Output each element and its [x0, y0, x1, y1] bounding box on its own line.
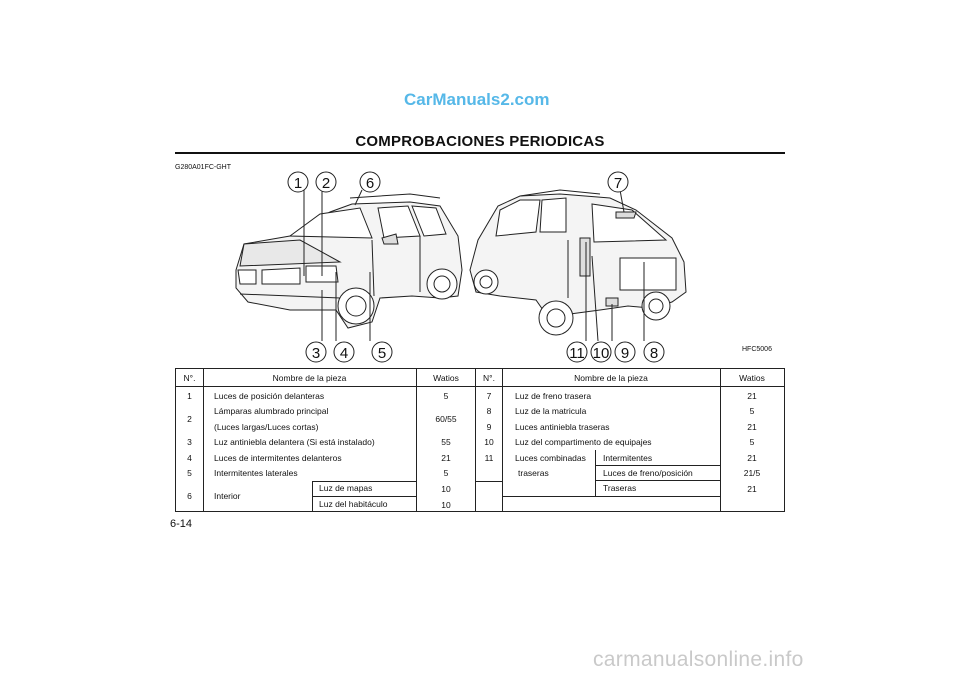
figure-code-left: G280A01FC-GHT: [175, 164, 232, 171]
front-view-car: [236, 194, 462, 328]
header-watts: Watios: [739, 373, 765, 383]
row-name: Luces de intermitentes delanteros: [214, 453, 342, 463]
bulb-table-right: [476, 368, 785, 512]
header-watts: Watios: [433, 373, 459, 383]
sub-row-divider: [595, 465, 720, 466]
header-name: Nombre de la pieza: [272, 373, 347, 383]
sub-row-divider: [595, 480, 720, 481]
sub-row-divider: [312, 496, 416, 497]
row-subname: Traseras: [603, 483, 637, 493]
row-num: 3: [187, 437, 192, 447]
header-divider: [476, 386, 784, 387]
row-name: Luz de freno trasera: [515, 391, 592, 401]
figure-code-right: HFC5006: [742, 346, 772, 353]
watermark-bottom: carmanualsonline.info: [593, 648, 804, 671]
row-watts: 10: [441, 500, 451, 510]
row-subname: Luz de mapas: [319, 483, 373, 493]
row-num: 11: [484, 453, 494, 463]
section-title: COMPROBACIONES PERIODICAS: [355, 133, 605, 150]
row-num: 9: [486, 422, 492, 432]
callout-11: 11: [569, 345, 585, 362]
bulb-table-left: [175, 368, 476, 512]
column-divider: [203, 369, 204, 511]
row-num: 7: [486, 391, 492, 401]
row-watts: 21: [747, 391, 757, 401]
callout-5: 5: [377, 345, 387, 362]
row-num: 2: [187, 414, 192, 424]
row-subname: Luces de freno/posición: [603, 468, 693, 478]
row-subname: Intermitentes: [603, 453, 653, 463]
row-watts: 21: [441, 453, 451, 463]
header-name: Nombre de la pieza: [574, 373, 648, 383]
row-num: 5: [187, 468, 192, 478]
callout-7: 7: [613, 175, 623, 192]
row-watts: 21: [747, 453, 757, 463]
callout-10: 10: [592, 345, 610, 362]
row-subname: Luz del habitáculo: [319, 499, 388, 509]
row-watts: 60/55: [435, 414, 457, 424]
callout-2: 2: [321, 175, 331, 192]
callout-6: 6: [365, 175, 375, 192]
callout-9: 9: [620, 345, 630, 362]
callout-8: 8: [649, 345, 659, 362]
header-divider: [176, 386, 475, 387]
row-name: Luz de la matricula: [515, 406, 587, 416]
row-watts: 10: [441, 484, 451, 494]
callout-4: 4: [339, 345, 349, 362]
row-name: Luces de posición delanteras: [214, 391, 325, 401]
callout-3: 3: [311, 345, 321, 362]
row-divider: [502, 496, 720, 497]
row-name: Luces combinadas: [515, 453, 586, 463]
row-num: 8: [486, 406, 492, 416]
rear-view-car: [470, 190, 686, 335]
header-num: N°.: [483, 373, 495, 383]
watermark-top: CarManuals2.com: [404, 90, 550, 109]
row-num: 6: [187, 491, 192, 501]
row-num: 4: [187, 453, 192, 463]
row-name: Luces antiniebla traseras: [515, 422, 610, 432]
row-watts: 55: [441, 437, 451, 447]
page-number: 6-14: [170, 518, 193, 530]
row-divider: [476, 481, 502, 482]
sub-row-divider: [312, 481, 416, 482]
row-name-line2: (Luces largas/Luces cortas): [214, 422, 319, 432]
row-num: 1: [187, 391, 192, 401]
callout-1: 1: [293, 175, 303, 192]
row-watts: 21: [747, 422, 757, 432]
row-name: Luz del compartimento de equipajes: [515, 437, 652, 447]
row-watts: 5: [749, 437, 755, 447]
row-name: Intermitentes laterales: [214, 468, 298, 478]
row-name-line2: traseras: [518, 468, 549, 478]
row-watts: 5: [443, 468, 449, 478]
sub-col-divider: [595, 450, 596, 496]
row-name: Lámparas alumbrado principal: [214, 406, 329, 416]
header-num: N°.: [183, 373, 196, 383]
row-name: Luz antiniebla delantera (Si está instalado): [214, 437, 375, 447]
row-name: Interior: [214, 491, 241, 501]
row-watts: 5: [749, 406, 755, 416]
column-divider: [502, 369, 503, 511]
row-watts: 21: [747, 484, 757, 494]
row-watts: 5: [443, 391, 449, 401]
row-watts: 21/5: [743, 468, 761, 478]
row-num: 10: [484, 437, 494, 447]
